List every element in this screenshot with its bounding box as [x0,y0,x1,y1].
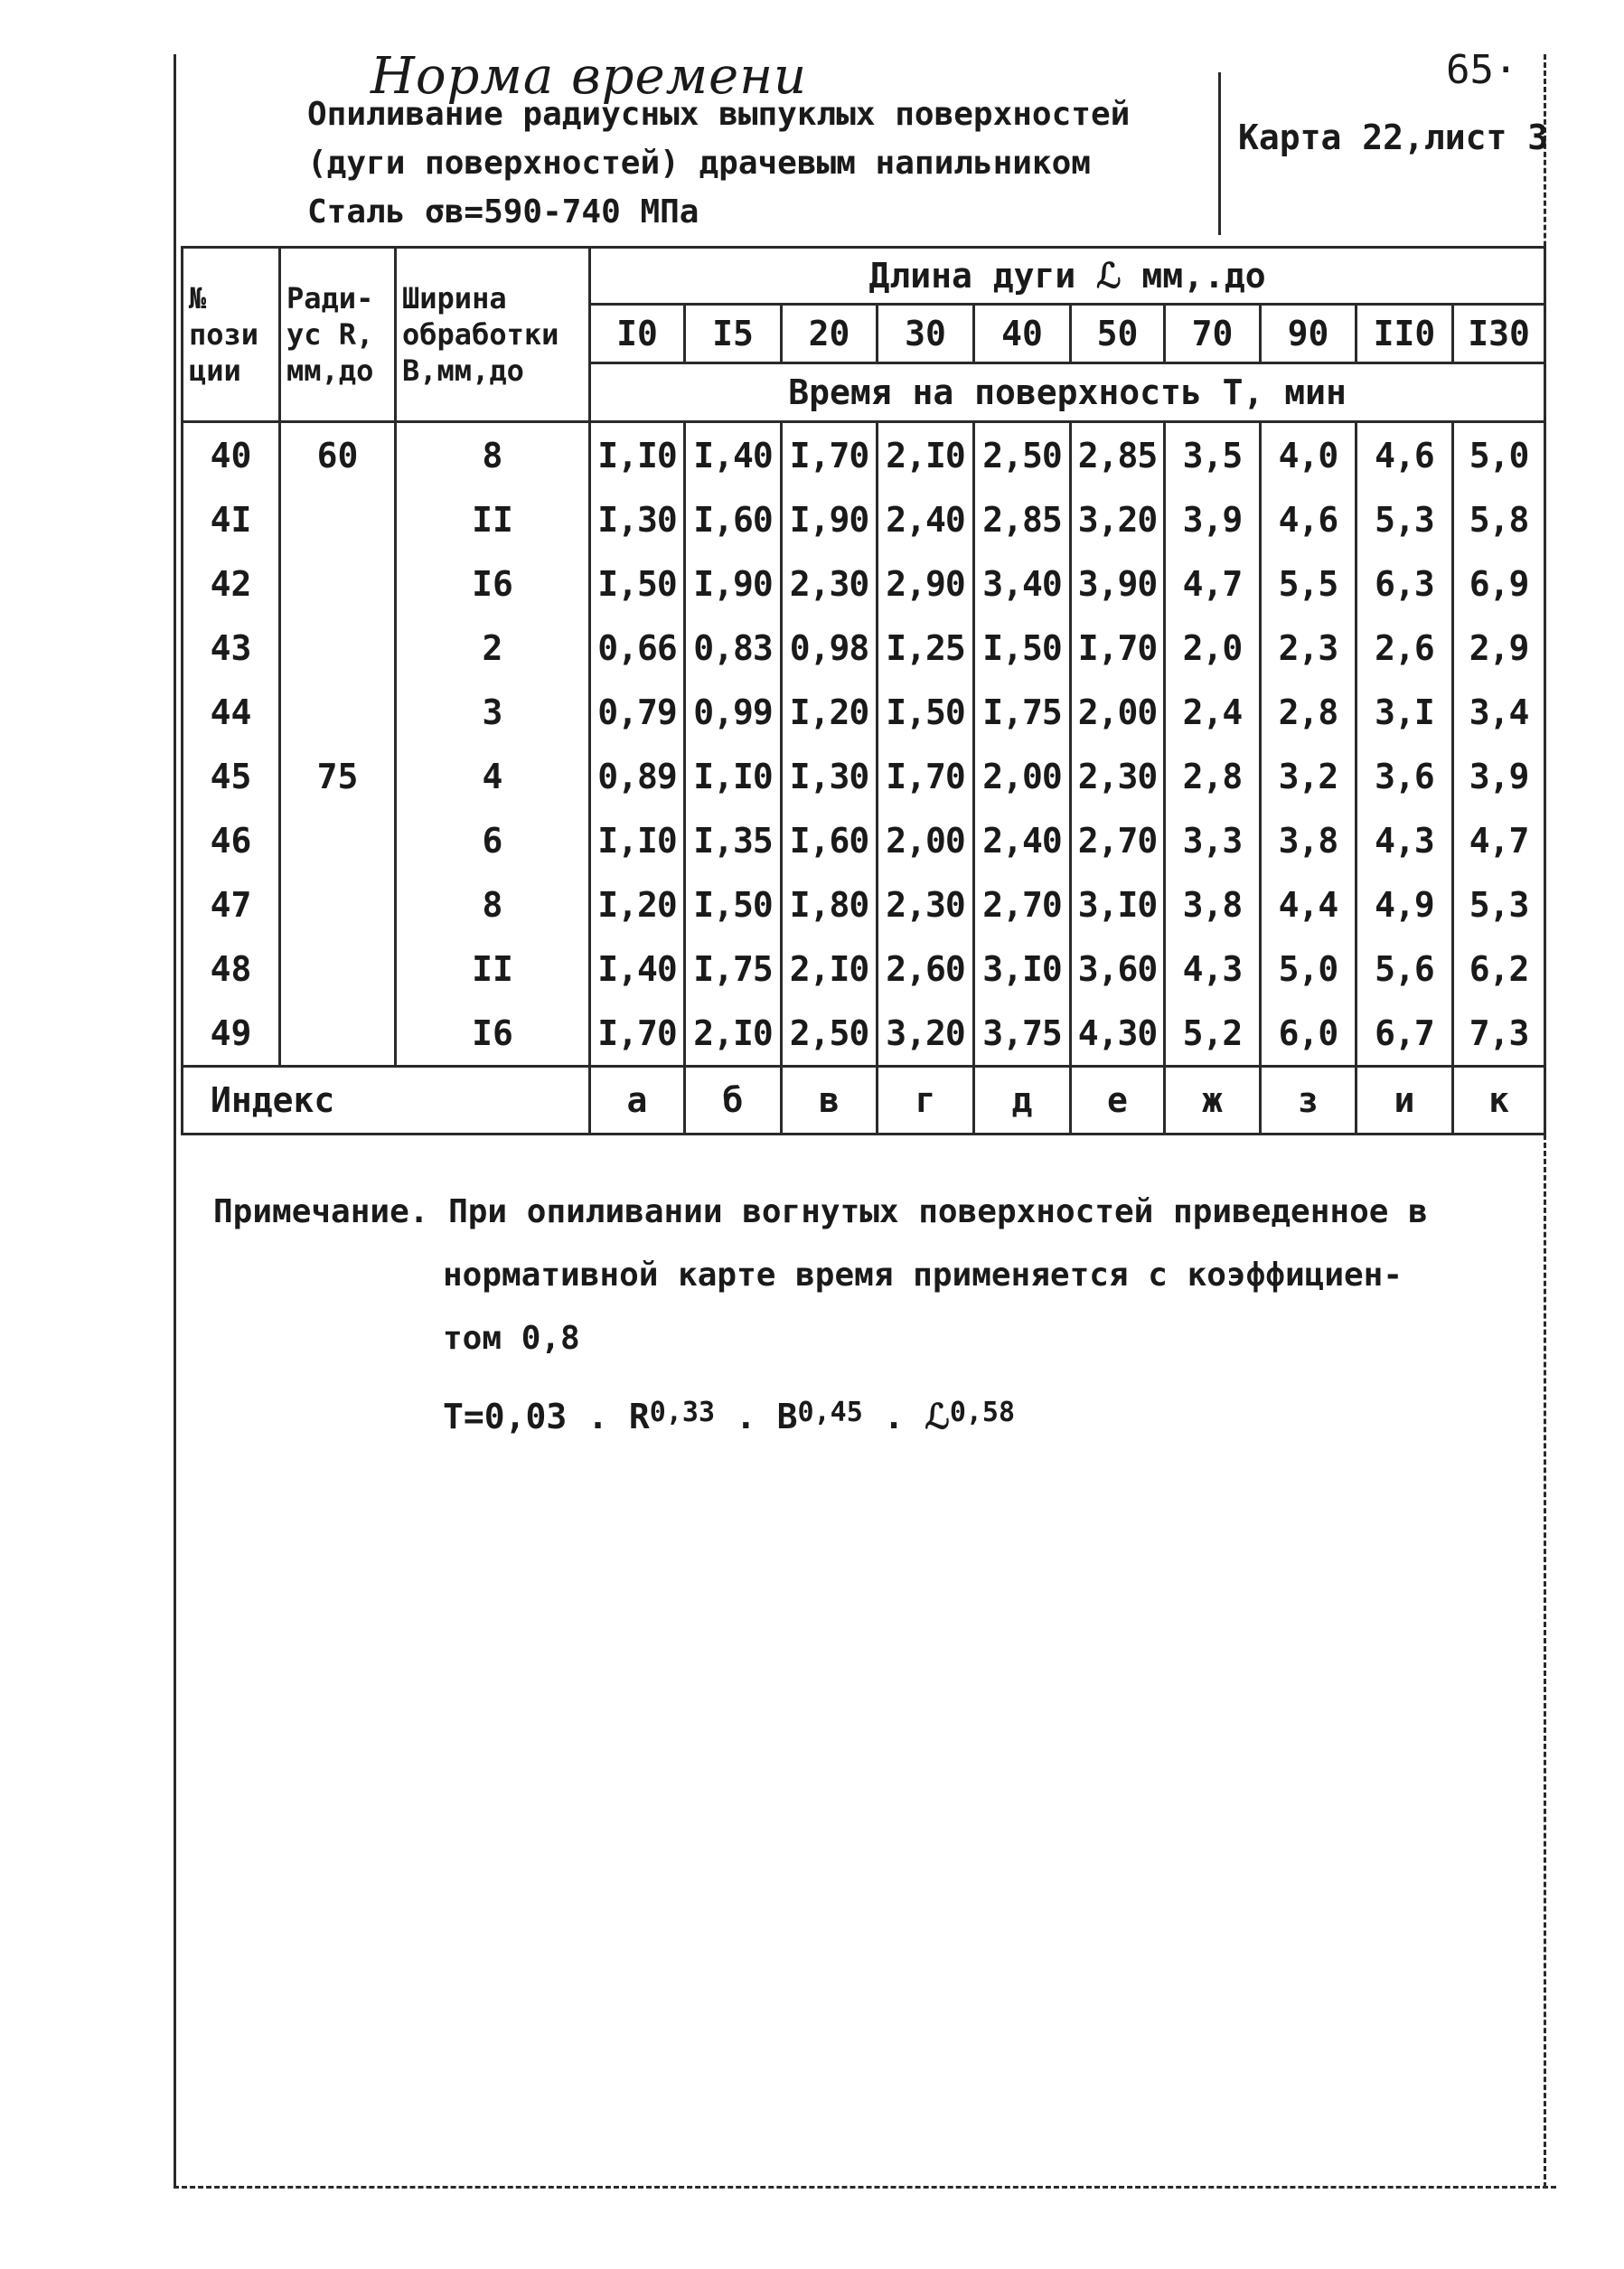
time-value-cell: 3,I0 [974,937,1071,1001]
time-value-cell: I,I0 [685,744,782,808]
position-cell: 4I [183,487,280,551]
arc-length-cell: 30 [878,305,974,363]
time-value-cell: 4,3 [1356,808,1453,872]
position-cell: 43 [183,616,280,680]
time-value-cell: 2,00 [1071,680,1165,744]
table-body [183,422,1545,1067]
time-value-cell: 2,90 [878,551,974,616]
time-value-cell: I,80 [782,872,878,937]
width-cell: 4 [396,744,590,808]
time-value-cell: 3,4 [1453,680,1545,744]
title-line-3: Сталь σв=590-740 МПа [307,193,699,231]
formula-mid-b: . B [715,1397,798,1436]
position-cell: 44 [183,680,280,744]
arc-length-cell: 20 [782,305,878,363]
width-cell: 3 [396,680,590,744]
time-value-cell: 2,I0 [685,1001,782,1067]
time-value-cell: I,50 [974,616,1071,680]
time-value-cell: 0,98 [782,616,878,680]
time-value-cell: 3,5 [1165,422,1261,488]
time-value-cell: 5,5 [1261,551,1356,616]
arc-length-cell: 90 [1261,305,1356,363]
time-value-cell: I,60 [685,487,782,551]
table-row [183,616,1545,680]
width-cell: 8 [396,422,590,488]
time-value-cell: 2,I0 [782,937,878,1001]
time-value-cell: 2,40 [878,487,974,551]
time-value-cell: 4,6 [1356,422,1453,488]
table-row [183,872,1545,937]
arc-length-cell: I30 [1453,305,1545,363]
header-arc-length: Длина дуги ℒ мм,.до [590,248,1545,305]
time-value-cell: 2,9 [1453,616,1545,680]
time-value-cell: 5,8 [1453,487,1545,551]
table-row [183,937,1545,1001]
time-value-cell: I,20 [782,680,878,744]
time-value-cell: 2,I0 [878,422,974,488]
table-row [183,680,1545,744]
width-cell: II [396,487,590,551]
time-value-cell: 3,20 [878,1001,974,1067]
radius-cell [280,551,396,616]
index-letter: з [1261,1067,1356,1134]
time-value-cell: 5,2 [1165,1001,1261,1067]
time-value-cell: 2,85 [974,487,1071,551]
time-value-cell: 2,50 [782,1001,878,1067]
time-value-cell: 6,9 [1453,551,1545,616]
time-value-cell: 0,66 [590,616,685,680]
time-value-cell: 3,20 [1071,487,1165,551]
time-value-cell: 4,30 [1071,1001,1165,1067]
time-value-cell: 2,6 [1356,616,1453,680]
time-value-cell: I,30 [782,744,878,808]
time-value-cell: 2,85 [1071,422,1165,488]
time-value-cell: 4,3 [1165,937,1261,1001]
radius-cell [280,937,396,1001]
index-letter: и [1356,1067,1453,1134]
radius-cell [280,616,396,680]
index-letter: е [1071,1067,1165,1134]
time-value-cell: 2,3 [1261,616,1356,680]
time-value-cell: 2,8 [1261,680,1356,744]
time-value-cell: I,I0 [590,422,685,488]
width-cell: I6 [396,1001,590,1067]
time-value-cell: 6,7 [1356,1001,1453,1067]
time-value-cell: 2,00 [974,744,1071,808]
width-cell: II [396,937,590,1001]
index-label: Индекс [183,1067,590,1134]
time-value-cell: 2,40 [974,808,1071,872]
position-cell: 46 [183,808,280,872]
time-value-cell: 3,60 [1071,937,1165,1001]
arc-length-cell: 50 [1071,305,1165,363]
bottom-margin-line [174,2186,1556,2189]
time-value-cell: 0,79 [590,680,685,744]
card-label: Карта 22,лист 3 [1238,118,1549,157]
time-value-cell: 2,70 [974,872,1071,937]
time-value-cell: I,75 [685,937,782,1001]
time-value-cell: 3,8 [1261,808,1356,872]
arc-length-cell: 40 [974,305,1071,363]
radius-cell: 60 [280,422,396,488]
time-value-cell: 0,89 [590,744,685,808]
time-value-cell: I,40 [685,422,782,488]
arc-length-cell: I0 [590,305,685,363]
table-row [183,422,1545,488]
width-cell: 8 [396,872,590,937]
time-value-cell: I,75 [974,680,1071,744]
time-value-cell: 4,6 [1261,487,1356,551]
time-value-cell: 0,99 [685,680,782,744]
time-value-cell: 3,8 [1165,872,1261,937]
arc-length-cell: II0 [1356,305,1453,363]
table-row [183,744,1545,808]
time-value-cell: 4,7 [1453,808,1545,872]
card-separator-line [1218,72,1221,235]
time-value-cell: 3,40 [974,551,1071,616]
header-position: № пози ции [183,248,280,422]
formula-exp-r: 0,33 [649,1397,716,1428]
note-line-2: нормативной карте время применяется с коэффициен- [443,1257,1403,1294]
time-value-cell: I,50 [590,551,685,616]
time-value-cell: 5,0 [1261,937,1356,1001]
position-cell: 42 [183,551,280,616]
width-cell: I6 [396,551,590,616]
arc-length-cell: I5 [685,305,782,363]
time-value-cell: 3,9 [1165,487,1261,551]
time-value-cell: 2,50 [974,422,1071,488]
formula [443,1397,1015,1436]
radius-cell [280,1001,396,1067]
table-row [183,551,1545,616]
handwritten-title: Норма времени [371,47,808,106]
time-value-cell: I,70 [1071,616,1165,680]
time-value-cell: I,I0 [590,808,685,872]
time-value-cell: 2,30 [1071,744,1165,808]
time-value-cell: 5,6 [1356,937,1453,1001]
time-value-cell: 2,4 [1165,680,1261,744]
formula-exp-l: 0,58 [949,1397,1016,1428]
time-value-cell: 5,0 [1453,422,1545,488]
title-line-2: (дуги поверхностей) драчевым напильником [307,145,1091,182]
index-letter: д [974,1067,1071,1134]
formula-mid-l: . ℒ [862,1397,950,1436]
radius-cell [280,680,396,744]
time-value-cell: 2,60 [878,937,974,1001]
header-time: Время на поверхность Т, мин [590,363,1545,422]
time-value-cell: I,60 [782,808,878,872]
time-value-cell: I,90 [782,487,878,551]
note-line-1: Примечание. При опиливании вогнутых поверхностей приведенное в [213,1193,1428,1230]
time-value-cell: 3,2 [1261,744,1356,808]
width-cell: 2 [396,616,590,680]
time-value-cell: I,90 [685,551,782,616]
position-cell: 49 [183,1001,280,1067]
position-cell: 40 [183,422,280,488]
time-value-cell: 2,8 [1165,744,1261,808]
time-value-cell: 2,00 [878,808,974,872]
formula-prefix: Т=0,03 . R [443,1397,650,1436]
time-value-cell: 4,0 [1261,422,1356,488]
time-value-cell: 2,30 [878,872,974,937]
time-value-cell: I,30 [590,487,685,551]
time-value-cell: I,35 [685,808,782,872]
time-value-cell: 2,30 [782,551,878,616]
time-value-cell: 0,83 [685,616,782,680]
time-value-cell: I,70 [878,744,974,808]
time-value-cell: 6,3 [1356,551,1453,616]
note-line-3: том 0,8 [443,1320,580,1357]
time-value-cell: I,50 [878,680,974,744]
header-radius: Ради- ус R, мм,до [280,248,396,422]
table-row [183,808,1545,872]
time-value-cell: 3,6 [1356,744,1453,808]
time-value-cell: 2,0 [1165,616,1261,680]
time-value-cell: 3,I0 [1071,872,1165,937]
position-cell: 45 [183,744,280,808]
time-value-cell: 2,70 [1071,808,1165,872]
time-value-cell: I,70 [782,422,878,488]
radius-cell [280,808,396,872]
time-value-cell: 3,9 [1453,744,1545,808]
time-value-cell: 5,3 [1356,487,1453,551]
time-value-cell: 3,I [1356,680,1453,744]
index-letter: к [1453,1067,1545,1134]
time-value-cell: I,20 [590,872,685,937]
time-value-cell: 7,3 [1453,1001,1545,1067]
formula-exp-b: 0,45 [797,1397,863,1428]
page-number: 65· [1446,47,1518,93]
radius-cell [280,872,396,937]
arc-length-cell: 70 [1165,305,1261,363]
table-row [183,487,1545,551]
width-cell: 6 [396,808,590,872]
header-width: Ширина обработки В,мм,до [396,248,590,422]
time-value-cell: I,50 [685,872,782,937]
title-line-1: Опиливание радиусных выпуклых поверхностей [307,96,1131,133]
time-value-cell: 4,9 [1356,872,1453,937]
index-row [183,1067,1545,1134]
time-value-cell: 3,90 [1071,551,1165,616]
time-value-cell: I,70 [590,1001,685,1067]
left-margin-line [174,54,176,2188]
time-value-cell: 5,3 [1453,872,1545,937]
time-value-cell: 3,3 [1165,808,1261,872]
index-letter: в [782,1067,878,1134]
time-value-cell: 3,75 [974,1001,1071,1067]
time-value-cell: I,25 [878,616,974,680]
time-value-cell: 6,2 [1453,937,1545,1001]
index-letter: а [590,1067,685,1134]
time-norm-table [181,246,1546,1135]
time-value-cell: I,40 [590,937,685,1001]
radius-cell [280,487,396,551]
index-letter: г [878,1067,974,1134]
time-value-cell: 4,7 [1165,551,1261,616]
time-value-cell: 6,0 [1261,1001,1356,1067]
position-cell: 47 [183,872,280,937]
radius-cell: 75 [280,744,396,808]
time-value-cell: 4,4 [1261,872,1356,937]
position-cell: 48 [183,937,280,1001]
index-letter: ж [1165,1067,1261,1134]
table-row [183,1001,1545,1067]
index-letter: б [685,1067,782,1134]
